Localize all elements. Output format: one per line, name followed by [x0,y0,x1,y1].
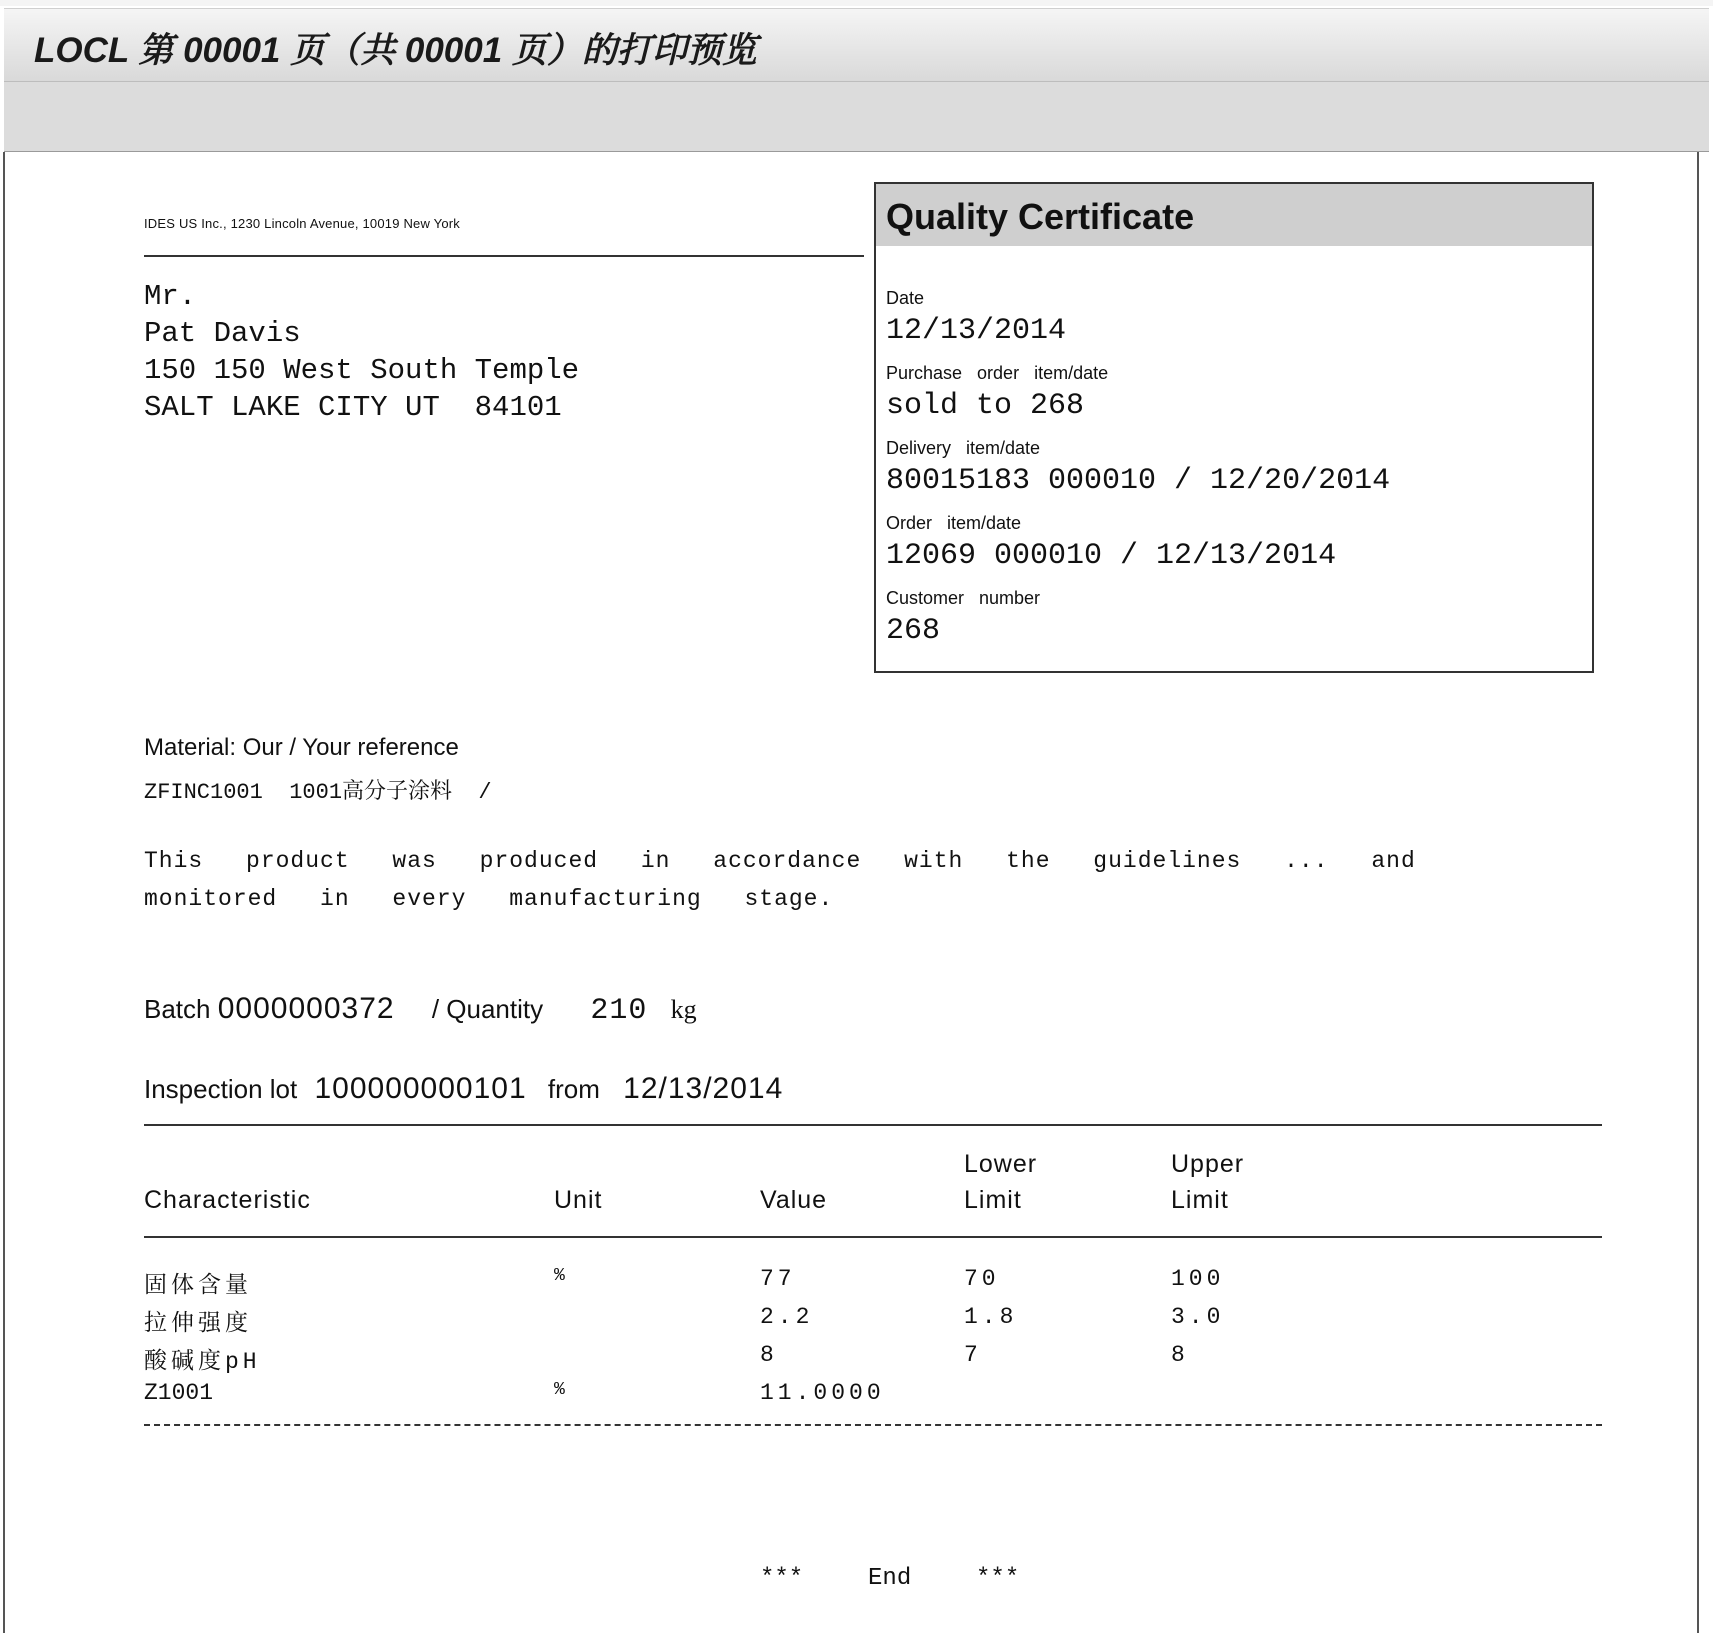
cell-lower-limit: 1.8 [964,1304,1018,1330]
certificate-header [876,184,1592,246]
title-bar [4,8,1709,82]
customer-number-value: 268 [886,614,941,648]
cell-characteristic: 酸碱度pH [144,1349,261,1375]
cell-upper-limit: 3.0 [1171,1304,1225,1330]
cell-value: 2.2 [760,1304,814,1330]
order-value: 12069 000010 / 12/13/2014 [886,539,1337,573]
inspection-lot-number: 100000000101 [314,1072,527,1105]
recipient-city: SALT LAKE CITY UT 84101 [144,391,562,424]
sender-divider [144,255,864,257]
header-unit: Unit [554,1186,603,1214]
recipient-name: Pat Davis [144,317,301,350]
cell-upper-limit: 8 [1171,1342,1189,1368]
table-header-rule [144,1236,1602,1238]
inspection-from-label: from [547,1074,600,1104]
cell-characteristic: 固体含量 [144,1273,252,1299]
cell-characteristic: Z1001 [144,1380,214,1406]
date-label: Date [886,288,925,308]
quantity-unit: kg [670,995,697,1024]
recipient-salutation: Mr. [144,280,197,313]
cell-upper-limit: 100 [1171,1266,1225,1292]
quantity-value: 210 [590,994,648,1028]
quality-certificate-box [874,182,1594,673]
cell-lower-limit: 7 [964,1342,982,1368]
inspection-line [144,1072,783,1106]
cell-value: 8 [760,1342,778,1368]
material-label: Material: Our / Your reference [144,734,459,761]
toolbar [4,82,1709,152]
end-marker: *** End *** [760,1565,1020,1592]
batch-number: 0000000372 [217,992,395,1025]
certificate-title: Quality Certificate [886,196,1195,237]
header-lower-1: Lower [964,1150,1038,1178]
window-top-strip [0,0,1713,6]
statement-line-1: This product was produced in accordance with the guidelines ... and [144,848,1416,874]
header-lower-2: Limit [964,1186,1022,1214]
window-title: LOCL 第 00001 页（共 00001 页）的打印预览 [34,31,757,70]
delivery-value: 80015183 000010 / 12/20/2014 [886,464,1391,498]
cell-value: 77 [760,1266,796,1292]
customer-number-label: Customer number [886,588,1041,608]
table-top-rule [144,1124,1602,1126]
delivery-label: Delivery item/date [886,438,1041,458]
sender-line: IDES US Inc., 1230 Lincoln Avenue, 10019 New York [144,216,460,231]
recipient-street: 150 150 West South Temple [144,354,580,387]
header-characteristic: Characteristic [144,1186,311,1214]
order-label: Order item/date [886,513,1022,533]
purchase-order-value: sold to 268 [886,389,1085,423]
header-value: Value [760,1186,828,1214]
inspection-date: 12/13/2014 [623,1072,784,1105]
batch-line [144,992,697,1028]
cell-unit: % [554,1266,569,1286]
material-value: ZFINC1001 1001高分子涂料 / [144,780,492,805]
cell-unit: % [554,1380,569,1400]
header-upper-2: Limit [1171,1186,1229,1214]
header-upper-1: Upper [1171,1150,1245,1178]
batch-label: Batch [144,994,211,1024]
purchase-order-label: Purchase order item/date [886,363,1109,383]
date-value: 12/13/2014 [886,314,1067,348]
inspection-label: Inspection lot [144,1074,298,1104]
cell-lower-limit: 70 [964,1266,1000,1292]
quantity-label: / Quantity [431,994,544,1024]
table-bottom-dashed-rule [144,1424,1602,1426]
statement-line-2: monitored in every manufacturing stage. [144,886,834,912]
cell-characteristic: 拉伸强度 [144,1311,252,1337]
cell-value: 11.0000 [760,1380,885,1406]
